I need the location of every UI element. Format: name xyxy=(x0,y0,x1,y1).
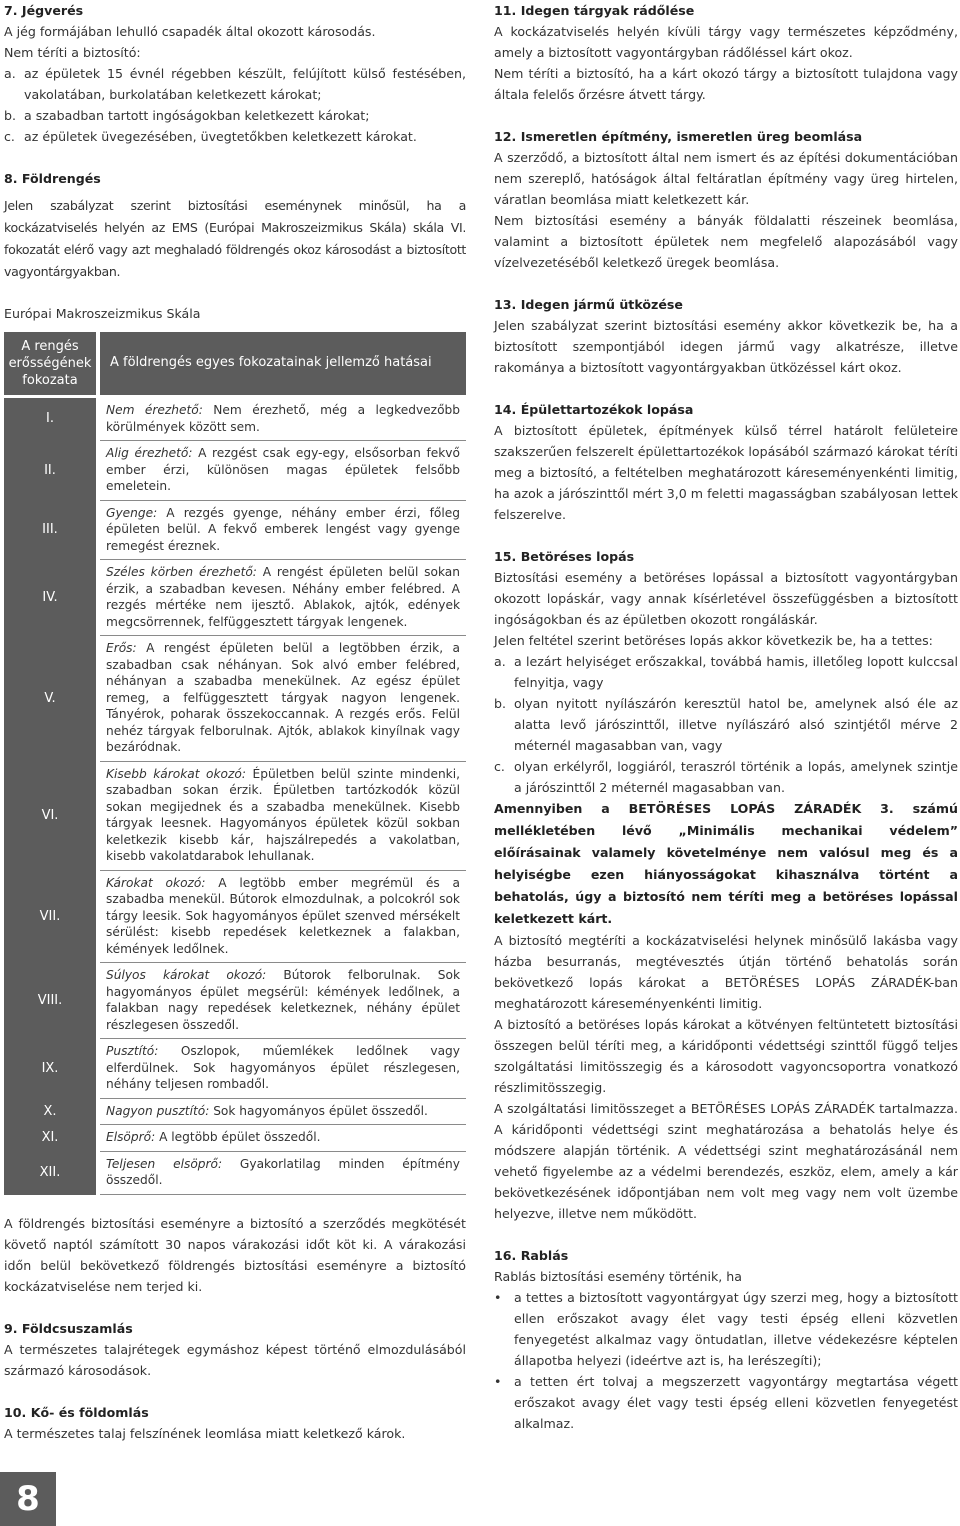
scale-title: Európai Makroszeizmikus Skála xyxy=(4,306,201,321)
table-row xyxy=(4,1039,466,1099)
section-16 xyxy=(494,1245,958,1434)
section-15-p2: Jelen feltétel szerint betöréses lopás akkor következik be, ha a tettes: xyxy=(494,633,933,648)
section-8-heading: 8. Földrengés xyxy=(4,171,101,186)
list-item: b. a szabadban tartott ingóságokban keletkezett károkat; xyxy=(4,108,370,123)
column-header-effects: A földrengés egyes fokozatainak jellemző hatásai xyxy=(100,332,466,395)
table-row xyxy=(4,963,466,1039)
section-8-text: Jelen szabályzat szerint biztosítási eseménynek minősül, ha a kockázatviselés helyén az EMS (Európai Makroszeizmikus Skála) skála VI. fokozatát elérő vagy azt meghaladó földrengés okoz károsodást a biztosított vagyontárgyakban. xyxy=(4,198,466,279)
section-15 xyxy=(494,546,958,1224)
section-10-text: A természetes talaj felszínének leomlása miatt keletkező károk. xyxy=(4,1425,406,1441)
table-row xyxy=(4,871,466,964)
section-12 xyxy=(494,126,958,273)
list-item: • a tetten ért tolvaj a megszerzett vagyontárgy megtartása végett erőszakot avagy élet vagy testi épség elleni közvetlen fenyegetést alkalmaz. xyxy=(494,1374,958,1431)
table-row xyxy=(4,1125,466,1152)
effect-term: Nem érezhető: xyxy=(106,403,203,417)
section-7-heading: 7. Jégverés xyxy=(4,3,84,18)
degree-cell: VII. xyxy=(4,871,96,964)
effect-description: A rezgést csak egy-egy, elsősorban fekvő ember érzi, különösen magas épületek felsőbb emeletein. xyxy=(106,446,460,493)
right-column xyxy=(494,0,958,1434)
effect-term: Erős: xyxy=(106,641,137,655)
effect-description: Nem érezhető, még a legkedvezőbb körülmények között sem. xyxy=(106,403,460,434)
effect-cell xyxy=(100,501,466,561)
effect-term: Pusztító: xyxy=(106,1044,159,1058)
section-15-heading: 15. Betöréses lopás xyxy=(494,549,635,564)
effect-cell xyxy=(100,398,466,441)
degree-cell: X. xyxy=(4,1099,96,1126)
section-14 xyxy=(494,399,958,525)
effect-term: Gyenge: xyxy=(106,505,158,520)
table-row xyxy=(4,1152,466,1195)
section-16-p1: Rablás biztosítási esemény történik, ha xyxy=(494,1269,742,1284)
table-header xyxy=(4,332,466,395)
table-row xyxy=(4,441,466,501)
section-11 xyxy=(494,0,958,105)
effect-description: Oszlopok, műemlékek ledőlnek vagy elferdülnek. Sok hagyományos épület részlegesen, néhány teljesen rombadől. xyxy=(106,1044,460,1091)
effect-term: Károkat okozó: xyxy=(106,875,206,890)
table-row xyxy=(4,636,466,762)
table-row xyxy=(4,398,466,441)
column-header-degree: A rengés erősségének fokozata xyxy=(4,332,96,395)
earthquake-note: A földrengés biztosítási eseményre a biztosító a szerződés megkötését követő naptól számított 30 napos várakozási időt köt ki. A várakozási időn belül bekövetkező földrengés biztosítási eseményre a biztosító kockázatviselése nem terjed ki. xyxy=(4,1215,466,1294)
effect-description: Gyakorlatilag minden építmény összedől. xyxy=(106,1156,460,1187)
section-12-p2: Nem biztosítási esemény a bányák földalatti részeinek beomlása, valamint a biztosított épületek nem megfelelő alapozásából vagy vízelvezetéséből keletkező üregek beomlása. xyxy=(494,213,958,270)
effect-description: A legtöbb épület összedől. xyxy=(159,1130,321,1144)
degree-cell: II. xyxy=(4,441,96,501)
effect-cell xyxy=(100,441,466,501)
effect-term: Nagyon pusztító: xyxy=(106,1103,210,1118)
list-item: c. az épületek üvegezésében, üvegtetőkben keletkezett károkat. xyxy=(4,129,417,144)
effect-term: Súlyos károkat okozó: xyxy=(106,968,267,982)
degree-cell: XII. xyxy=(4,1152,96,1195)
degree-cell: I. xyxy=(4,398,96,441)
table-row xyxy=(4,1099,466,1126)
effect-term: Teljesen elsöprő: xyxy=(106,1156,223,1171)
list-item: b. olyan nyitott nyílászárón keresztül hatol be, amelynek alsó éle az alatta levő járószinttől, illetve nyílászáró alsó szintjétől mérve 2 méternél magasabban van, vagy xyxy=(494,696,958,753)
section-7 xyxy=(4,0,466,147)
effect-description: A rengést épületen belül a legtöbben érzik, a szabadban csak néhányan. Sok alvó ember felébred, néhányan a szabadba menekülnek. Az egész épület remeg, a felfüggesztett tárgyak nagyon lengenek. Tányérok, poharak összekoccannak. A rezgés erős. Felül nehéz tárgyak felborulnak. Ajtók, ablakok kinyílnak vagy bezáródnak. xyxy=(106,641,461,754)
section-13-heading: 13. Idegen jármű ütközése xyxy=(494,297,683,312)
effect-description: A rezgés gyenge, néhány ember érzi, főleg épületen belül. A fekvő emberek lengést vagy gyenge remegést éreznek. xyxy=(106,505,460,553)
list-item: a. a lezárt helyiséget erőszakkal, továbbá hamis, illetőleg lopott kulccsal felnyitja, vagy xyxy=(494,654,958,690)
section-14-p1: A biztosított épületek, építmények külső térrel határolt felületeire szakszerűen felszerelt épülettartozékok lopásából származó károkat téríti meg a biztosító, a feltételben meghatározott káreseményenkénti limitig, ha azok a járószinttől mért 3,0 m feletti magasságban szabályosan lettek felszerelve. xyxy=(494,423,958,522)
effect-cell xyxy=(100,636,466,762)
section-15-p3: A biztosító megtéríti a kockázatviselési helynek minősülő lakásba vagy házba besurranás, megtévesztés útján történő behatolás során bekövetkező lopás károkat a BETÖRÉSES LOPÁS ZÁRADÉK-ban meghatározott káreseményenkénti limitig. xyxy=(494,933,958,1011)
list-item: a. az épületek 15 évnél régebben készült, felújított külső festésében, vakolatában, burkolatában keletkezett károkat; xyxy=(4,66,466,102)
list-item: c. olyan erkélyről, loggiáról, teraszról történik a lopás, amelynek szintje a járószinttől 2 méternél magasabban van. xyxy=(494,759,958,795)
effect-cell xyxy=(100,1125,466,1152)
section-11-heading: 11. Idegen tárgyak rádőlése xyxy=(494,3,695,18)
effect-description: Épületben belül szinte mindenki, szabadban sokan érzik. Épületben tartózkodók közül sokan megijednek és a szabadba menekülnek. Kisebb tárgyak leesnek. Hagyományos épületek közül sokban keletkezik kisebb kár, hajszálrepedés a vakolatban, kisebb vakolatdarabok lehullanak. xyxy=(106,766,460,863)
section-7-intro: A jég formájában lehulló csapadék által okozott károsodás. xyxy=(4,24,376,39)
table-row xyxy=(4,501,466,561)
section-8 xyxy=(4,168,466,324)
degree-cell: XI. xyxy=(4,1125,96,1152)
degree-cell: VIII. xyxy=(4,963,96,1039)
section-7-not-cover: Nem téríti a biztosító: xyxy=(4,45,141,60)
effect-cell xyxy=(100,1152,466,1195)
degree-cell: IV. xyxy=(4,560,96,636)
section-9-text: A természetes talajrétegek egymáshoz képest történő elmozdulásából származó károsodások. xyxy=(4,1341,466,1378)
effect-cell xyxy=(100,560,466,636)
left-column xyxy=(4,0,466,1444)
effect-description: A rengést épületen belül sokan érzik, a szabadban kevesen. Néhány ember felébred. A rezgés mértéke nem ijesztő. Ablakok, ajtók, edények megcsörrennek, felfüggesztett tárgyak lengenek. xyxy=(106,565,460,629)
section-12-heading: 12. Ismeretlen építmény, ismeretlen üreg beomlása xyxy=(494,129,863,144)
effect-cell xyxy=(100,1039,466,1099)
section-13 xyxy=(494,294,958,378)
table-row xyxy=(4,560,466,636)
section-15-bold-clause: Amennyiben a BETÖRÉSES LOPÁS ZÁRADÉK 3. számú mellékletében lévő „Minimális mechanikai védelem” előírásainak valamely követelménye nem valósul meg és a helyiségbe ezen hiányosságokat kihasználva történt a behatolás, úgy a biztosító nem téríti meg a betöréses lopással keletkezett kárt. xyxy=(494,801,958,926)
list-item: • a tettes a biztosított vagyontárgyat úgy szerzi meg, hogy a biztosított ellen erőszakot avagy élet vagy testi épség elleni közvetlen fenyegetést alkalmaz vagy öntudatlan, illetve védekezésre képtelen állapotba helyezi (ideértve azt is, ha lerészegíti); xyxy=(494,1290,958,1368)
effect-description: A legtöbb ember megrémül és a szabadba menekül. Bútorok elmozdulnak, a polcokról sok tárgy leesik. Sok hagyományos épület szenved mérsékelt sérülést: kisebb repedések keletkeznek a falakban, kémények ledőlnek. xyxy=(106,875,461,956)
effect-term: Kisebb károkat okozó: xyxy=(106,766,246,781)
section-16-heading: 16. Rablás xyxy=(494,1248,569,1263)
section-11-p1: A kockázatviselés helyén kívüli tárgy vagy természetes képződmény, amely a biztosított vagyontárgyban rádőléssel kárt okoz. xyxy=(494,24,958,60)
degree-cell: V. xyxy=(4,636,96,762)
degree-cell: IX. xyxy=(4,1039,96,1099)
section-11-p2: Nem téríti a biztosító, ha a kárt okozó tárgy a biztosított tulajdona vagy általa felelős őrzésre átvett tárgy. xyxy=(494,66,958,102)
effect-cell xyxy=(100,1099,466,1126)
section-15-p1: Biztosítási esemény a betöréses lopással a biztosított vagyontárgyban okozott lopáskár, vagy annak kísérletével összefüggésben a biztosított ingóságokban és az épületben okozott rongáláskár. xyxy=(494,570,958,627)
section-15-p4: A biztosító a betöréses lopás károkat a kötvényen feltüntetett biztosítási összegen belül téríti meg, a káridőponti védettségi szinttől függő teljes szolgáltatási limitösszegig és a károsodott vagyoncsoportra vonatkozó részlimitösszegig. xyxy=(494,1017,958,1095)
section-9 xyxy=(4,1318,466,1381)
effect-description: Sok hagyományos épület összedől. xyxy=(213,1103,428,1118)
effect-term: Alig érezhető: xyxy=(106,446,193,460)
effect-cell xyxy=(100,762,466,871)
effect-cell xyxy=(100,963,466,1039)
section-15-p5: A szolgáltatási limitösszeget a BETÖRÉSES LOPÁS ZÁRADÉK tartalmazza. A káridőponti védettségi szint meghatározása a behatolás helye és módszere alapján történik. A védettségi szint meghatározásánál nem vehető figyelembe az a védelmi berendezés, eszköz, elem, amely a kár bekövetkezésének időpontjában nem volt meg vagy nem volt üzembe helyezve, illetve nem működött. xyxy=(494,1101,958,1221)
effect-cell xyxy=(100,871,466,964)
section-13-p1: Jelen szabályzat szerint biztosítási esemény akkor következik be, ha a biztosított szempontjából idegen jármű vagy alkatrésze, illetve rakománya a biztosított vagyontárgyakban ütközéssel kárt okoz. xyxy=(494,318,958,375)
effect-description: Bútorok felborulnak. Sok hagyományos épület megsérül: kémények ledőlnek, a falakban nagy repedések keletkeznek, néhány épület részlegesen összedől. xyxy=(106,968,460,1032)
degree-cell: VI. xyxy=(4,762,96,871)
section-9-heading: 9. Földcsuszamlás xyxy=(4,1320,133,1336)
section-10 xyxy=(4,1402,466,1444)
section-12-p1: A szerződő, a biztosított által nem ismert és az építési dokumentációban nem szereplő, hatóságok által feltáratlan építmény vagy üreg hirtelen, váratlan beomlása miatt keletkezett kár. xyxy=(494,150,958,207)
effect-term: Széles körben érezhető: xyxy=(106,565,257,579)
effect-term: Elsöprő: xyxy=(106,1130,156,1144)
section-10-heading: 10. Kő- és földomlás xyxy=(4,1404,149,1420)
section-14-heading: 14. Épülettartozékok lopása xyxy=(494,402,694,417)
page-number: 8 xyxy=(0,1472,56,1526)
degree-cell: III. xyxy=(4,501,96,561)
table-row xyxy=(4,762,466,871)
ems-table xyxy=(4,332,466,1195)
